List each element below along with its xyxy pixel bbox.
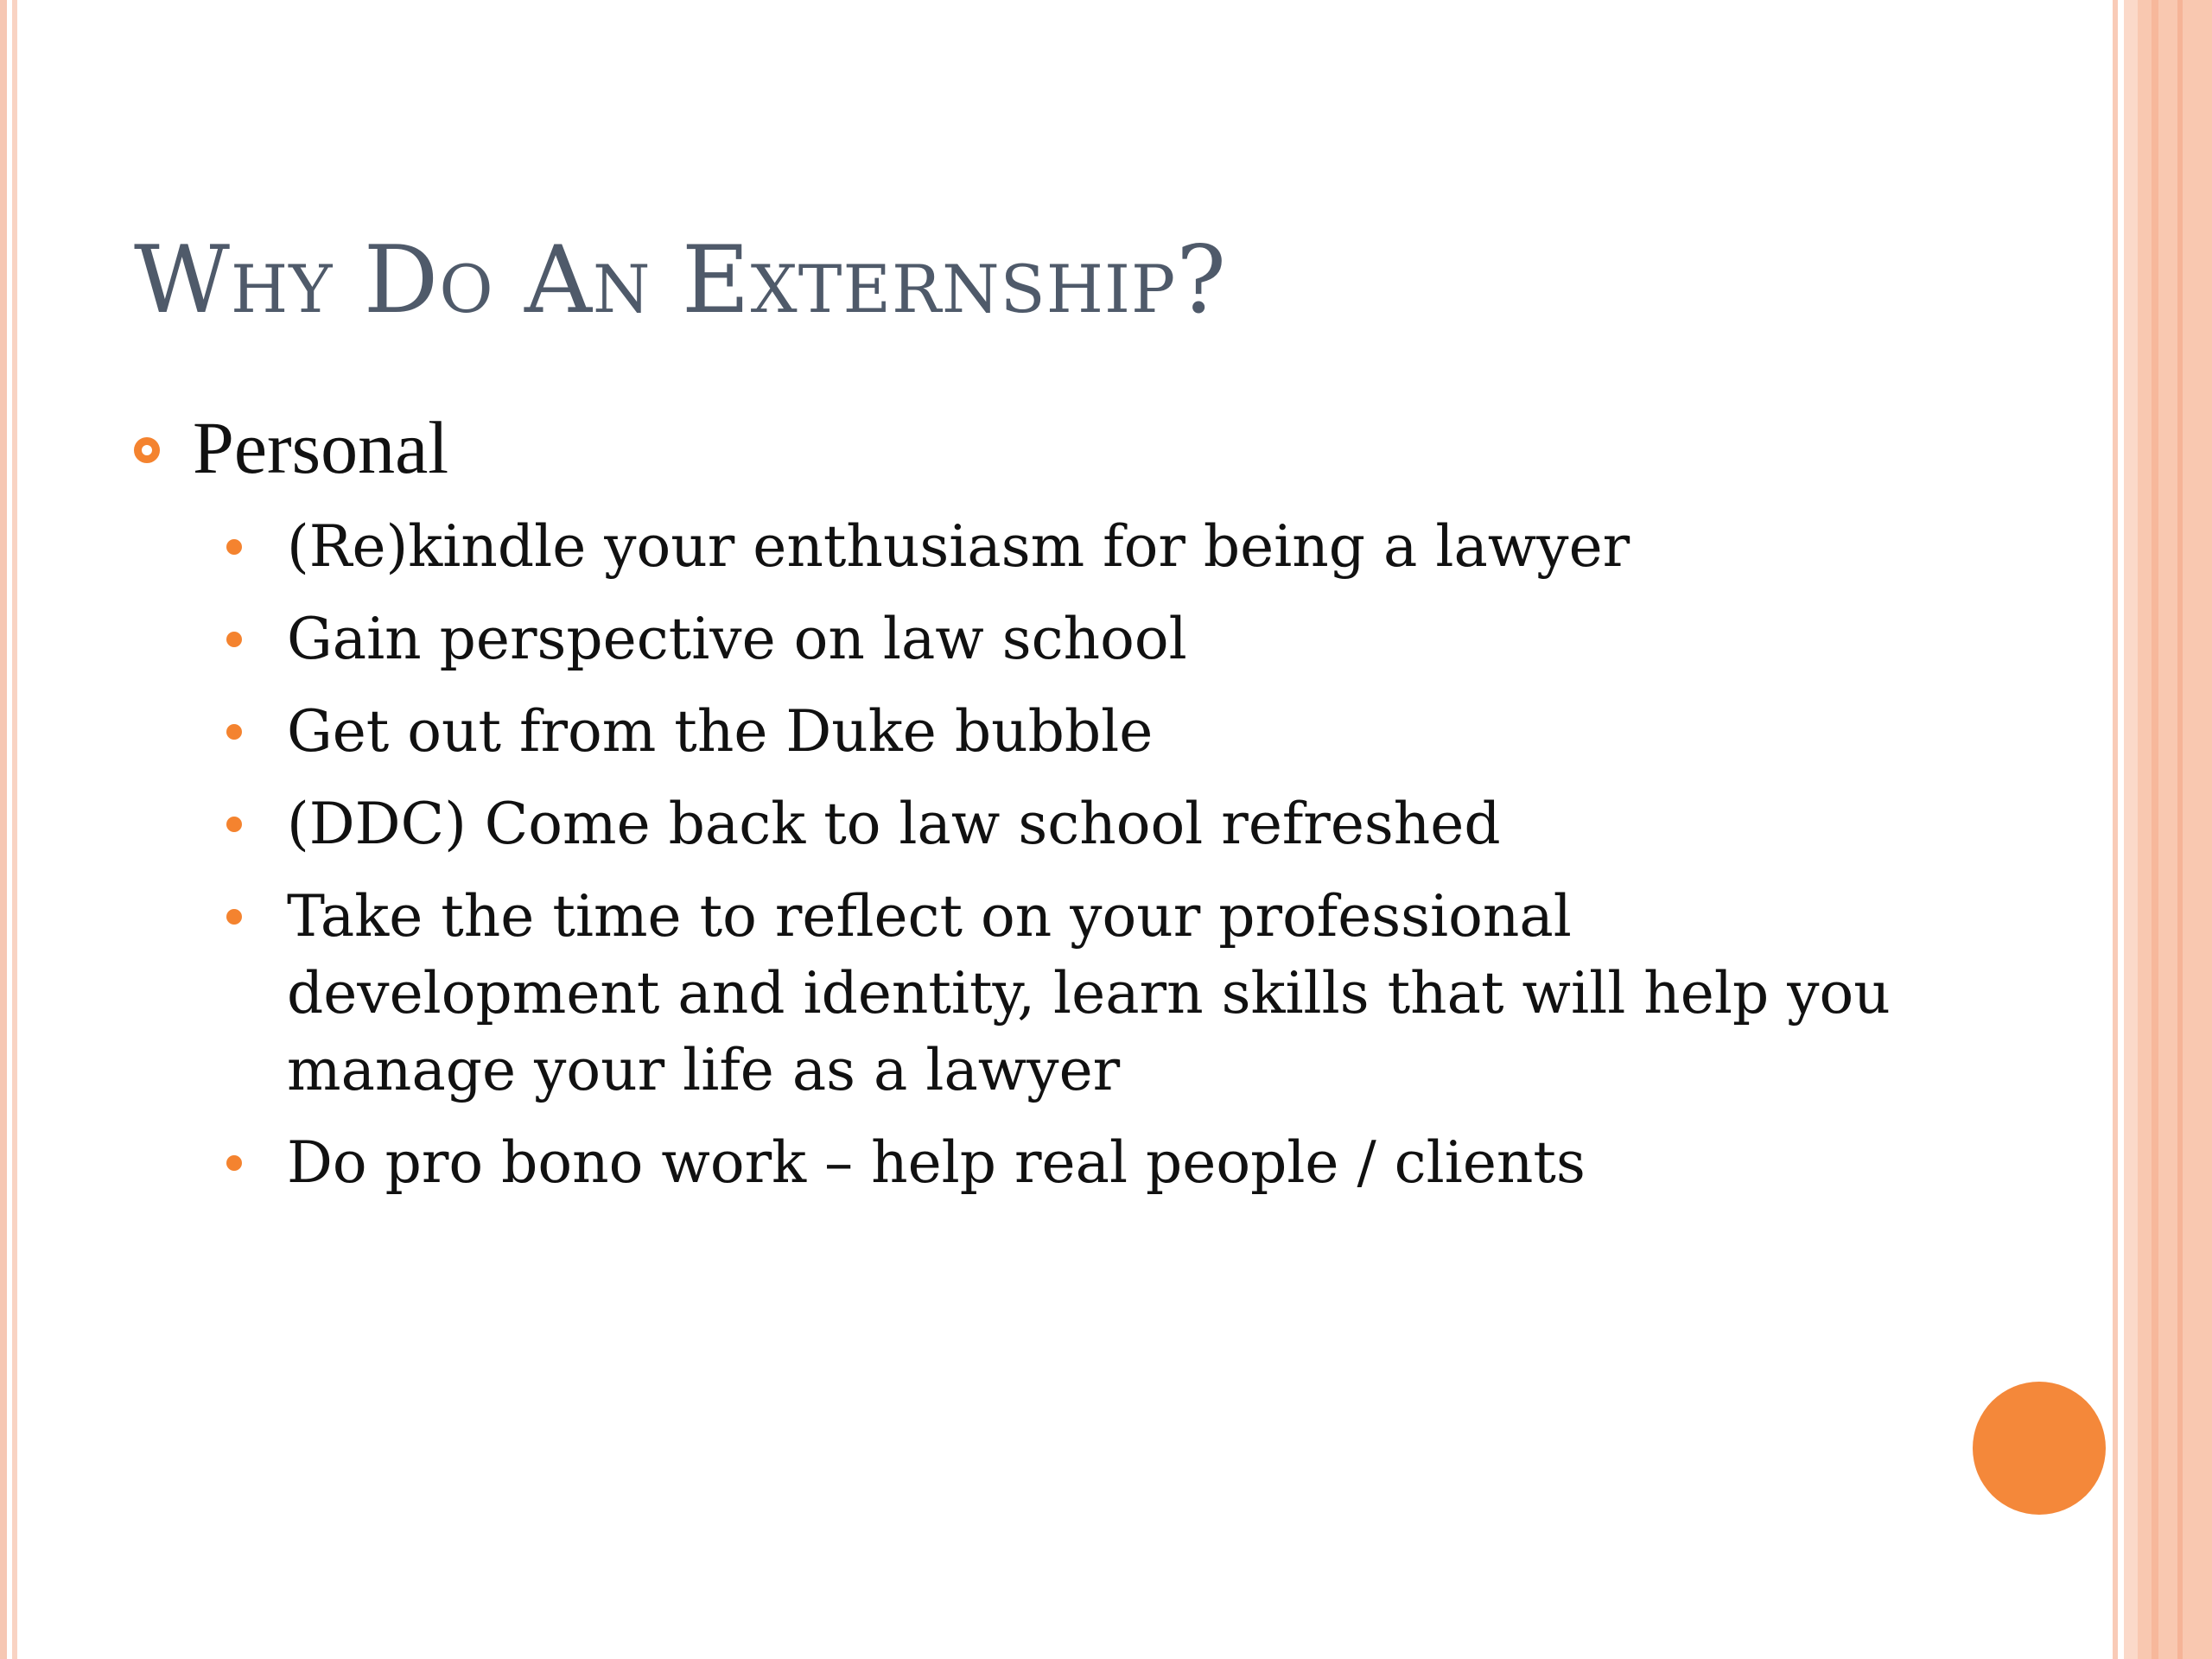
list-item-text: (DDC) Come back to law school refreshed [287, 791, 1501, 857]
slide-title: Why Do An Externship? [134, 226, 1228, 334]
list-item [226, 878, 1955, 1109]
list-item-text: Gain perspective on law school [287, 606, 1187, 672]
hollow-circle-bullet-icon [134, 437, 160, 463]
dot-bullet-icon [226, 539, 242, 555]
list-item [226, 508, 1955, 585]
list-item [226, 693, 1955, 770]
list-item [226, 1124, 1955, 1201]
bullet-level1 [134, 404, 448, 491]
right-border-band [2138, 0, 2212, 1659]
list-item-text: Take the time to reflect on your professional development and identity, learn skills that will help you manage your life as a lawyer [287, 883, 1891, 1103]
dot-bullet-icon [226, 817, 242, 832]
list-item [226, 785, 1955, 862]
dot-bullet-icon [226, 909, 242, 925]
bullet-list [226, 508, 1955, 1217]
list-item [226, 601, 1955, 677]
list-item-text: Do pro bono work – help real people / clients [287, 1129, 1586, 1196]
left-border-stripe [12, 0, 17, 1659]
right-border-stripe [2177, 0, 2183, 1659]
dot-bullet-icon [226, 724, 242, 740]
orange-circle-decoration [1973, 1382, 2106, 1515]
bullet-level1-label: Personal [193, 406, 449, 489]
list-item-text: (Re)kindle your enthusiasm for being a lawyer [287, 513, 1630, 580]
dot-bullet-icon [226, 1155, 242, 1171]
right-border-stripe [2152, 0, 2158, 1659]
right-border-stripe [2113, 0, 2118, 1659]
dot-bullet-icon [226, 632, 242, 647]
left-border-stripe [0, 0, 7, 1659]
list-item-text: Get out from the Duke bubble [287, 698, 1154, 765]
right-border-stripe [2124, 0, 2138, 1659]
